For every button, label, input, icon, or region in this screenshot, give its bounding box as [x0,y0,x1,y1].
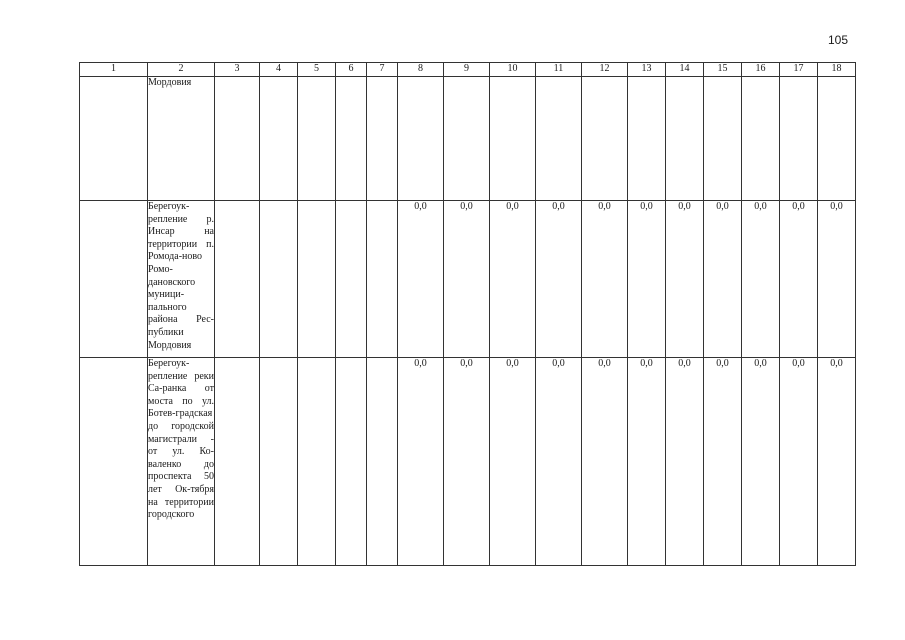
table-cell [336,358,367,566]
value-cell [490,77,536,201]
table-cell [80,201,148,358]
value-cell: 0,0 [628,201,666,358]
value-cell: 0,0 [536,358,582,566]
table-cell [260,358,298,566]
column-header: 17 [780,63,818,77]
table-cell [367,201,398,358]
page-number: 105 [828,33,849,47]
value-cell: 0,0 [780,201,818,358]
value-cell: 0,0 [490,201,536,358]
header-row [80,63,856,77]
value-cell: 0,0 [582,358,628,566]
column-header: 2 [148,63,215,77]
table-cell [260,201,298,358]
value-cell [742,77,780,201]
table-cell [298,358,336,566]
table-row [80,201,856,358]
object-name-cell: Берегоук-репление реки Са-ранка от моста по ул. Ботев-градская до городской магистрали - от ул. Ко-валенко до проспекта 50 лет Ок-тября на территории городского [148,358,215,566]
column-header: 3 [215,63,260,77]
table-cell [336,201,367,358]
table-cell [80,77,148,201]
column-header: 12 [582,63,628,77]
data-table [79,62,856,566]
value-cell [704,77,742,201]
value-cell: 0,0 [582,201,628,358]
column-header: 11 [536,63,582,77]
value-cell [582,77,628,201]
table-cell [215,77,260,201]
value-cell: 0,0 [666,201,704,358]
value-cell: 0,0 [490,358,536,566]
table-cell [298,77,336,201]
table-cell [215,201,260,358]
column-header: 7 [367,63,398,77]
value-cell: 0,0 [444,358,490,566]
table-row [80,77,856,201]
value-cell: 0,0 [704,201,742,358]
value-cell: 0,0 [818,358,856,566]
object-name-cell: Мордовия [148,77,215,201]
column-header: 18 [818,63,856,77]
column-header: 6 [336,63,367,77]
table-cell [298,201,336,358]
value-cell [444,77,490,201]
table-cell [367,77,398,201]
value-cell: 0,0 [666,358,704,566]
column-header: 5 [298,63,336,77]
value-cell: 0,0 [742,201,780,358]
table-cell [336,77,367,201]
table-cell [260,77,298,201]
column-header: 13 [628,63,666,77]
value-cell [780,77,818,201]
column-header: 16 [742,63,780,77]
value-cell [398,77,444,201]
table-cell [215,358,260,566]
column-header: 8 [398,63,444,77]
value-cell [666,77,704,201]
value-cell [818,77,856,201]
value-cell: 0,0 [742,358,780,566]
value-cell: 0,0 [628,358,666,566]
value-cell: 0,0 [780,358,818,566]
table-cell [80,358,148,566]
value-cell: 0,0 [398,358,444,566]
table-cell [367,358,398,566]
value-cell: 0,0 [818,201,856,358]
column-header: 15 [704,63,742,77]
column-header: 14 [666,63,704,77]
value-cell [628,77,666,201]
value-cell: 0,0 [704,358,742,566]
value-cell: 0,0 [398,201,444,358]
value-cell: 0,0 [536,201,582,358]
column-header: 4 [260,63,298,77]
value-cell: 0,0 [444,201,490,358]
table-row [80,358,856,566]
column-header: 10 [490,63,536,77]
object-name-cell: Берегоук-репление р. Инсар на территории п. Ромода-ново Ромо-дановского муници-пального района Рес-публики Мордовия [148,201,215,358]
value-cell [536,77,582,201]
column-header: 9 [444,63,490,77]
column-header: 1 [80,63,148,77]
